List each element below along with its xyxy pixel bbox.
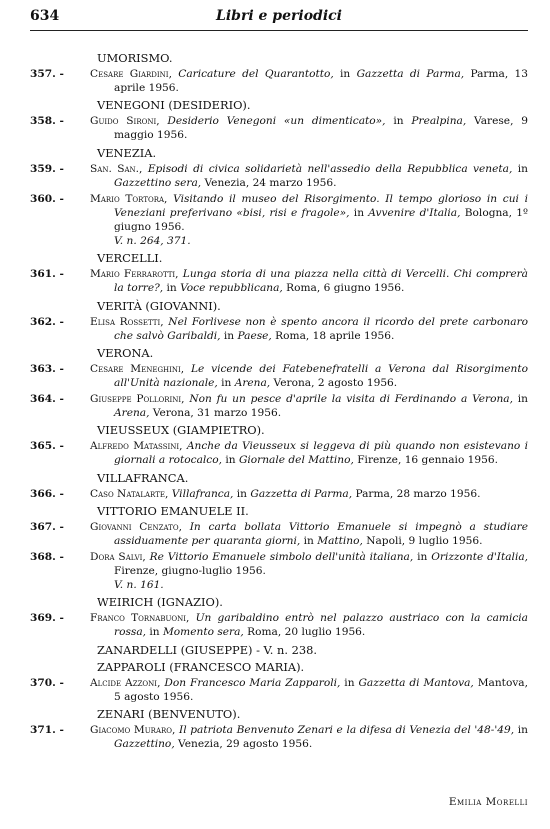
entry-number: 360. -: [30, 192, 64, 205]
entry-title: Episodi di civica solidarietà nell'assedio della Repubblica veneta,: [147, 162, 513, 175]
entry-title: Villafranca,: [171, 487, 234, 500]
entry-author: Cesare Giardini,: [90, 68, 172, 81]
bibliography-entry: [30, 487, 528, 501]
section-heading: VITTORIO EMANUELE II.: [97, 503, 249, 518]
entry-text: [90, 550, 528, 592]
bibliography-entry: [30, 192, 528, 248]
bibliography-entry: [30, 67, 528, 95]
entry-title: In carta bollata Vittorio Emanuele si impegnò a studiare assiduamente per quaranta giorni,: [114, 520, 529, 547]
entry-place-date: Varese, 9 maggio 1956.: [114, 115, 528, 142]
entry-in: in: [300, 534, 318, 547]
entry-in: in: [514, 724, 528, 737]
entry-text: [90, 520, 528, 548]
entry-source: Orizzonte d'Italia,: [431, 551, 529, 563]
section-heading: ZENARI (BENVENUTO).: [97, 706, 241, 721]
section-heading: VERONA.: [97, 345, 154, 360]
page-number: 634: [30, 8, 60, 24]
entry-title: Le vicende dei Fatebenefratelli a Verona dal Risorgimento all'Unità nazionale,: [114, 362, 528, 389]
entry-number: 363. -: [30, 362, 64, 375]
entry-source: Mattino,: [317, 534, 363, 547]
entry-text: [90, 723, 528, 751]
entry-source: Gazzetta di Parma,: [250, 487, 353, 500]
entry-source: Giornale del Mattino,: [238, 454, 354, 467]
entry-title: Nel Forlivese non è spento ancora il ricordo del prete carbonaro che salvò Garibaldi,: [114, 315, 529, 342]
entry-number: 366. -: [30, 487, 64, 500]
entry-author: Alfredo Matassini,: [90, 440, 183, 453]
entry-text: [90, 392, 528, 420]
entry-author: Dora Salvi,: [90, 551, 146, 563]
entry-number: 358. -: [30, 115, 64, 128]
entry-title: Desiderio Venegoni «un dimenticato»,: [167, 115, 386, 128]
entry-number: 369. -: [30, 612, 64, 625]
entry-place-date: Roma, 20 luglio 1956.: [243, 626, 366, 639]
bibliography-entry: [30, 723, 528, 751]
entry-source: Arena,: [234, 376, 271, 389]
entry-place-date: Mantova, 5 agosto 1956.: [114, 676, 528, 703]
entry-text: [90, 67, 528, 95]
entry-in: in: [413, 551, 432, 563]
bibliography-entry: [30, 439, 528, 467]
entry-text: [90, 362, 528, 390]
entry-author: Giuseppe Pollorini,: [90, 393, 185, 406]
entry-place-date: Napoli, 9 luglio 1956.: [362, 534, 483, 547]
entry-source: Prealpina,: [411, 115, 467, 128]
section-heading: VIEUSSEUX (GIAMPIETRO).: [97, 423, 265, 438]
entry-number: 361. -: [30, 268, 64, 281]
section-heading: VILLAFRANCA.: [97, 470, 189, 485]
entry-author: Giovanni Cenzato,: [90, 520, 182, 533]
section-heading: UMORISMO.: [97, 51, 173, 65]
entry-number: 365. -: [30, 440, 64, 453]
entry-title: Non fu un pesce d'aprile la visita di Ferdinando a Verona,: [189, 393, 513, 406]
entry-title: Lunga storia di una piazza nella città di Vercelli. Chi comprerà la torre?,: [114, 268, 528, 295]
entry-title: Re Vittorio Emanuele simbolo dell'unità italiana,: [149, 551, 414, 563]
section-heading: VERITÀ (GIOVANNI).: [97, 298, 221, 313]
entry-source: Paese,: [237, 329, 272, 342]
header-rule: [30, 30, 528, 31]
entry-text: [90, 315, 528, 343]
entry-author: Franco Tornabuoni,: [90, 612, 190, 625]
entry-place-date: Parma, 28 marzo 1956.: [352, 487, 481, 500]
entry-author: Cesare Meneghini,: [90, 362, 185, 375]
bibliography-entry: [30, 315, 528, 343]
author-signature: Emilia Morelli: [448, 796, 528, 808]
entry-place-date: Firenze, 16 gennaio 1956.: [353, 454, 499, 467]
entry-title: Don Francesco Maria Zapparoli,: [164, 676, 341, 689]
entry-in: in: [217, 376, 235, 389]
entry-number: 357. -: [30, 68, 64, 81]
section-heading: ZANARDELLI (GIUSEPPE) - V. n. 238.: [97, 642, 317, 657]
entry-source: Arena,: [114, 407, 150, 420]
entry-source: Momento sera,: [162, 626, 244, 639]
bibliography-entry: [30, 162, 528, 190]
bibliography-entry: [30, 611, 528, 639]
bibliography-entry: [30, 267, 528, 295]
entry-source: Voce repubblicana,: [180, 282, 283, 295]
entry-place-date: Roma, 6 giugno 1956.: [282, 282, 405, 295]
entry-in: in: [512, 393, 528, 406]
entry-in: in: [333, 68, 357, 81]
entry-text: [90, 487, 528, 501]
entry-in: in: [512, 162, 528, 175]
entry-text: [90, 114, 528, 142]
section-heading: ZAPPAROLI (FRANCESCO MARIA).: [97, 659, 305, 674]
entry-author: San. San.,: [90, 162, 143, 175]
entry-number: 368. -: [30, 551, 64, 563]
bibliography-list: [30, 48, 528, 751]
bibliography-entry: [30, 114, 528, 142]
entry-number: 364. -: [30, 393, 64, 406]
bibliography-entry: [30, 676, 528, 704]
entry-title: Un garibaldino entrò nel palazzo austriaco con la camicia rossa,: [114, 612, 528, 639]
entry-author: Caso Natalarte,: [90, 487, 169, 500]
entry-author: Alcide Azzoni,: [90, 676, 161, 689]
entry-in: in: [163, 282, 181, 295]
entry-author: Elisa Rossetti,: [90, 315, 164, 328]
entry-place-date: Parma, 13 aprile 1956.: [114, 68, 528, 95]
entry-text: [90, 267, 528, 295]
entry-source: Gazzettino sera,: [114, 176, 202, 189]
entry-text: [90, 162, 528, 190]
entry-text: [90, 439, 528, 467]
bibliography-entry: [30, 362, 528, 390]
entry-title: Visitando il museo del Risorgimento. Il tempo glorioso in cui i Veneziani preferivano «bisi, risi e fragole»,: [114, 192, 528, 219]
entry-place-date: Bologna, 1º giugno 1956.: [114, 206, 528, 234]
entry-text: [90, 676, 528, 704]
entry-in: in: [385, 115, 412, 128]
section-heading: VENEZIA.: [97, 145, 157, 160]
entry-in: in: [233, 487, 251, 500]
running-header: [30, 8, 528, 30]
bibliography-entry: [30, 550, 528, 592]
section-heading: WEIRICH (IGNAZIO).: [97, 595, 223, 610]
section-heading: VERCELLI.: [97, 251, 163, 266]
entry-in: in: [146, 626, 163, 639]
bibliography-entry: [30, 520, 528, 548]
entry-place-date: Verona, 2 agosto 1956.: [270, 376, 398, 389]
entry-author: Giacomo Muraro,: [90, 724, 176, 737]
entry-number: 370. -: [30, 676, 64, 689]
entry-title: Il patriota Benvenuto Zenari e la difesa di Venezia del '48-'49,: [179, 724, 515, 737]
entry-number: 371. -: [30, 724, 64, 737]
entry-text: [90, 611, 528, 639]
running-title: Libri e periodici: [216, 8, 342, 24]
entry-source: Gazzetta di Parma,: [356, 68, 465, 81]
entry-number: 362. -: [30, 315, 64, 328]
entry-in: in: [349, 206, 369, 219]
entry-author: Guido Sironi,: [90, 115, 160, 128]
entry-number: 367. -: [30, 520, 64, 533]
entry-number: 359. -: [30, 162, 64, 175]
bibliography-entry: [30, 392, 528, 420]
entry-in: in: [221, 454, 239, 467]
entry-source: Gazzetta di Mantova,: [358, 676, 474, 689]
cross-reference: V. n. 161.: [114, 579, 164, 592]
entry-author: Mario Tortora,: [90, 192, 168, 205]
entry-place-date: Firenze, giugno-luglio 1956.: [114, 565, 266, 578]
section-heading: VENEGONI (DESIDERIO).: [97, 98, 251, 113]
entry-author: Mario Ferrarotti,: [90, 268, 179, 281]
entry-title: Anche da Vieusseux si leggeva di più quando non esistevano i giornali a rotocalco,: [114, 440, 528, 467]
entry-in: in: [220, 329, 238, 342]
entry-source: Gazzettino,: [114, 738, 175, 751]
entry-source: Avvenire d'Italia,: [368, 206, 461, 219]
cross-reference: V. n. 264, 371.: [114, 235, 191, 248]
entry-place-date: Venezia, 24 marzo 1956.: [201, 176, 337, 189]
entry-text: [90, 192, 528, 248]
entry-in: in: [340, 676, 359, 689]
entry-place-date: Roma, 18 aprile 1956.: [271, 329, 395, 342]
entry-title: Caricature del Quarantotto,: [178, 68, 334, 81]
entry-place-date: Verona, 31 marzo 1956.: [149, 407, 282, 420]
entry-place-date: Venezia, 29 agosto 1956.: [174, 738, 313, 751]
